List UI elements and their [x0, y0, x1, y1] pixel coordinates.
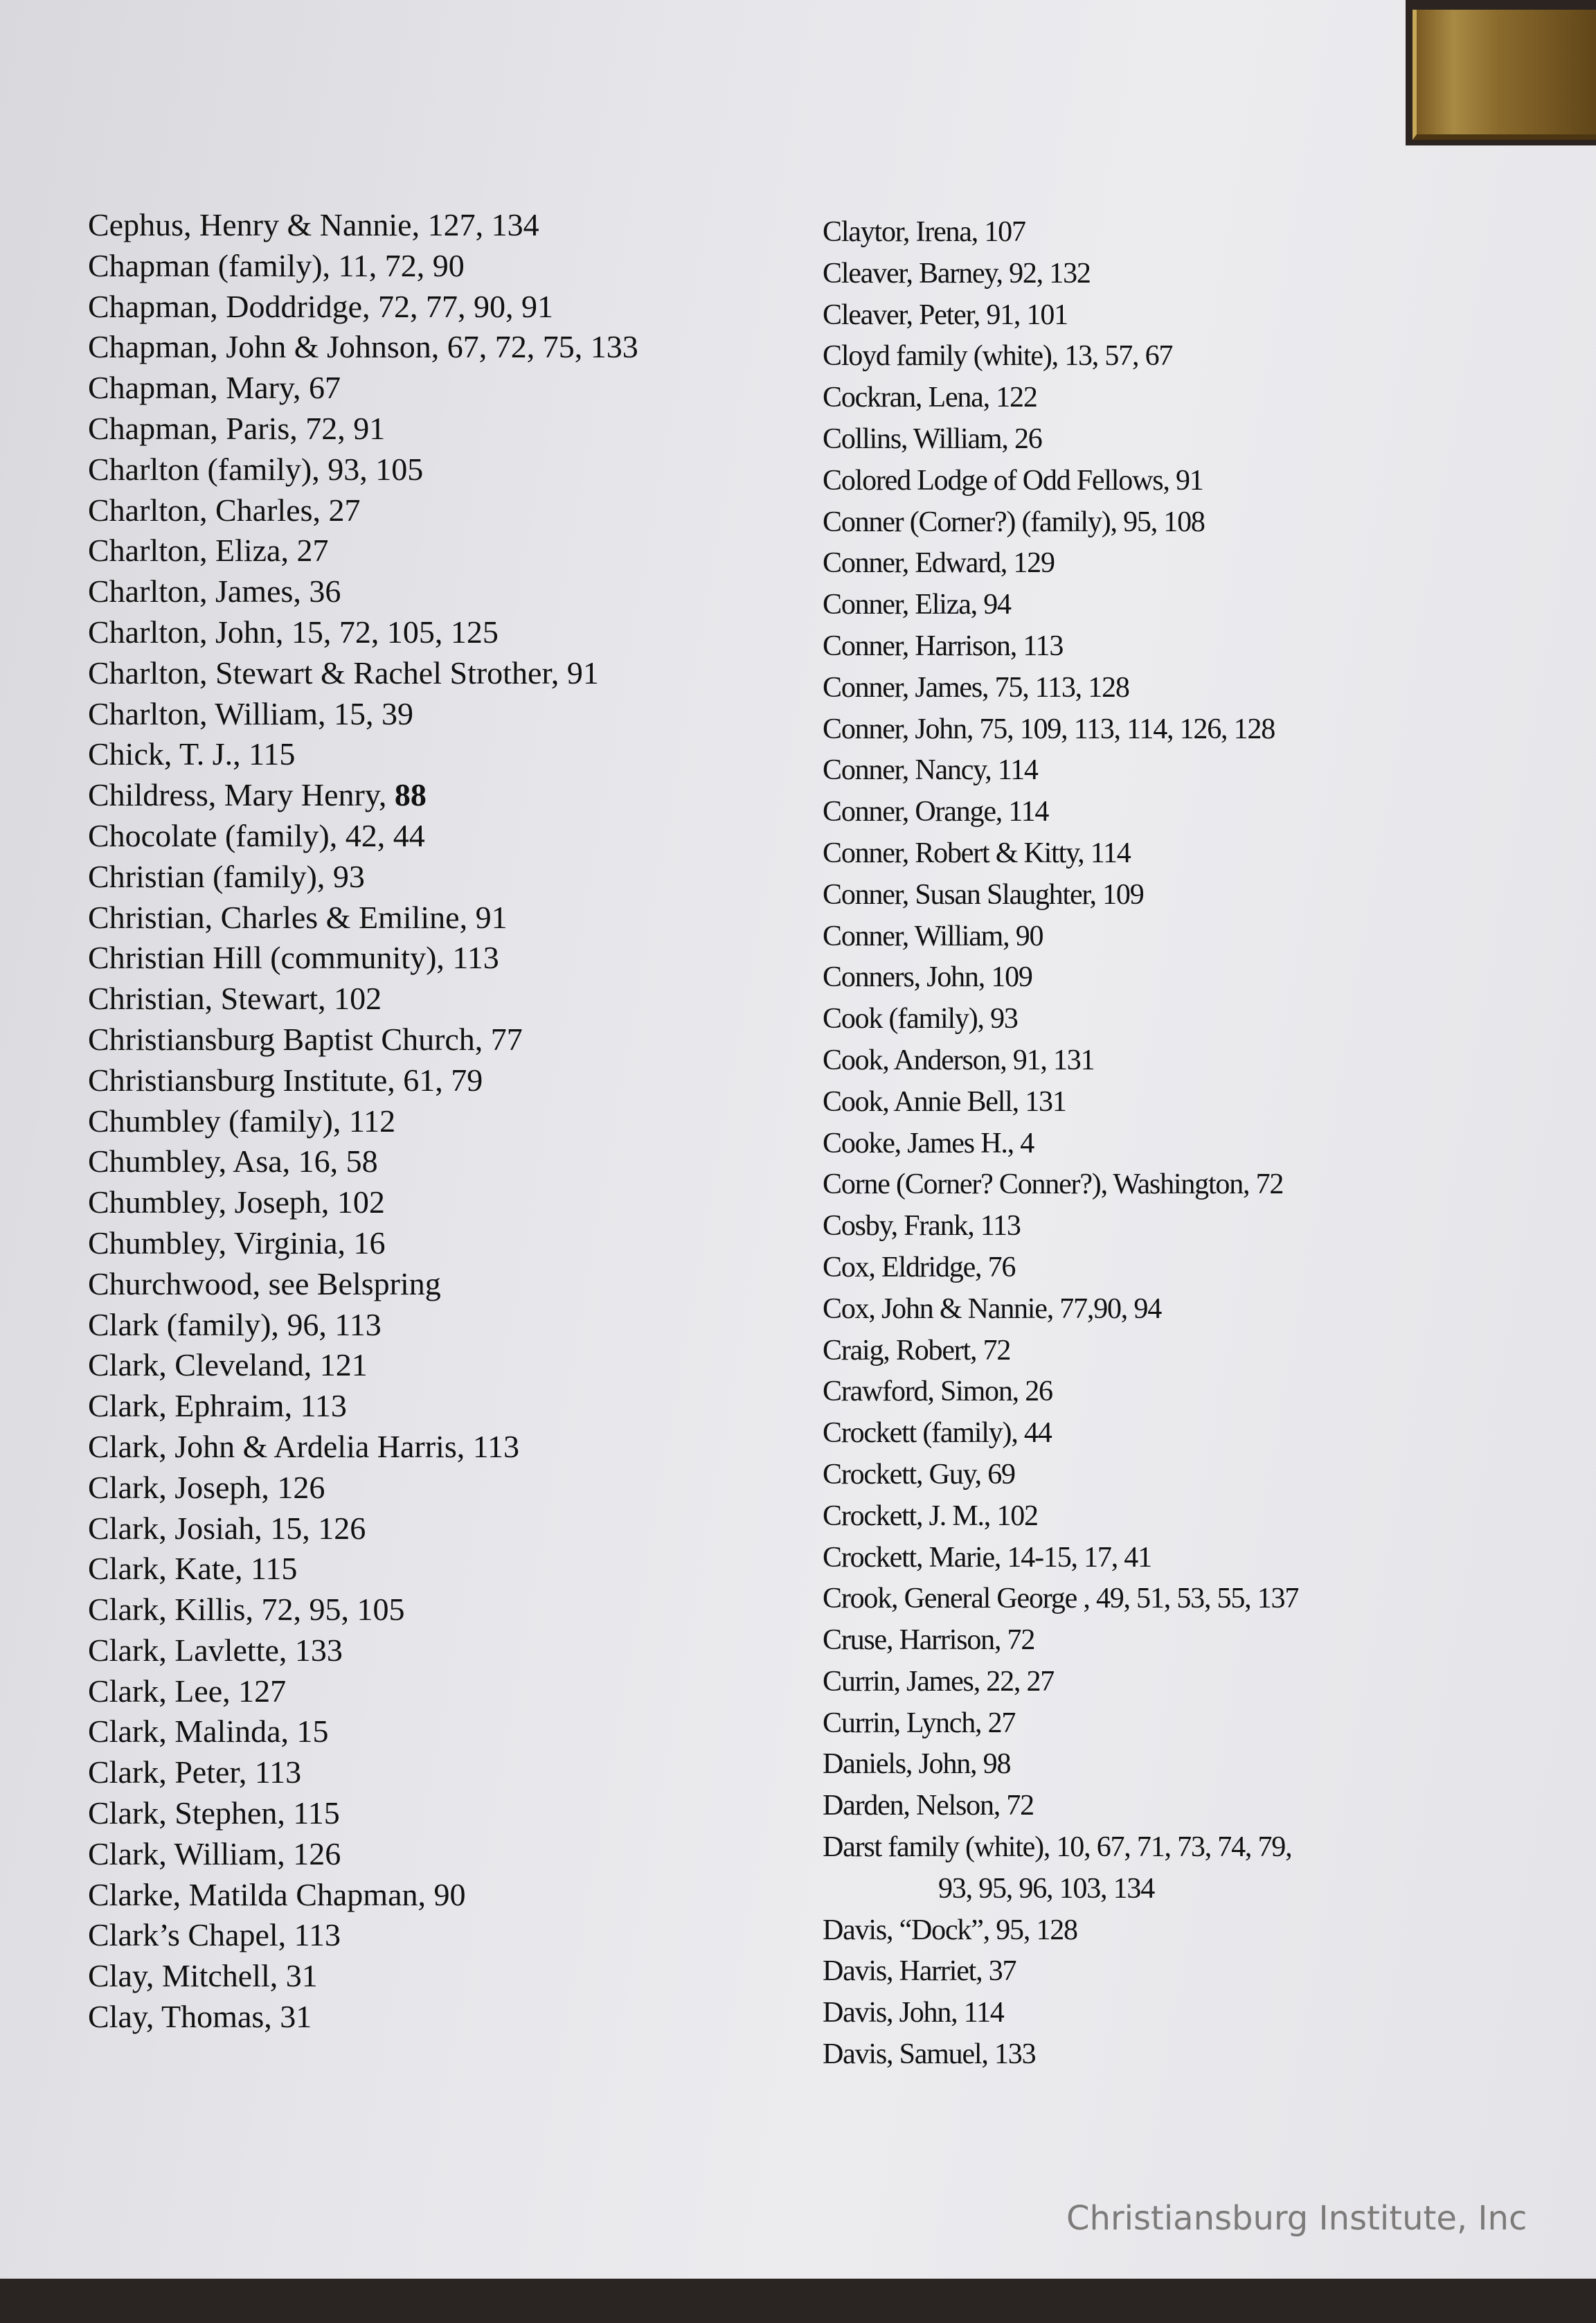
index-entry	[823, 253, 1298, 295]
index-entry	[823, 1123, 1298, 1165]
index-entry	[823, 750, 1298, 792]
index-entry-text: Clark, Killis, 72, 95, 105	[88, 1592, 405, 1628]
index-entry-text: Clay, Mitchell, 31	[88, 1958, 318, 1994]
index-entry	[823, 792, 1298, 833]
index-entry-text: Charlton, John, 15, 72, 105, 125	[88, 614, 499, 650]
index-entry-text: Conners, John, 109	[823, 961, 1032, 994]
index-entry-text: Clark, Joseph, 126	[88, 1469, 325, 1505]
index-entry-text: Chapman, Mary, 67	[88, 370, 341, 406]
index-entry-text: Charlton, William, 15, 39	[88, 695, 414, 731]
index-entry	[88, 287, 638, 328]
index-entry-text: Conner (Corner?) (family), 95, 108	[823, 506, 1205, 538]
index-entry	[88, 531, 638, 571]
index-entry-text: Currin, James, 22, 27	[823, 1665, 1055, 1698]
index-entry	[823, 1827, 1298, 1869]
index-entry-text: Charlton, James, 36	[88, 573, 341, 609]
index-entry-text: Clark (family), 96, 113	[88, 1306, 382, 1342]
index-entry	[88, 938, 638, 979]
index-entry	[823, 1744, 1298, 1786]
index-entry	[823, 1869, 1298, 1910]
index-entry-text: Daniels, John, 98	[823, 1748, 1011, 1781]
index-column-right	[823, 212, 1298, 2076]
index-entry-text: Clark, Kate, 115	[88, 1551, 298, 1587]
index-entry	[88, 1752, 638, 1793]
index-entry-text: Chapman (family), 11, 72, 90	[88, 247, 465, 283]
index-entry-text: Crawford, Simon, 26	[823, 1376, 1052, 1408]
index-entry-text: Conner, Susan Slaughter, 109	[823, 878, 1144, 911]
index-entry	[823, 1040, 1298, 1082]
index-entry-text: Craig, Robert, 72	[823, 1334, 1011, 1367]
index-entry	[823, 1289, 1298, 1330]
index-entry-text: Conner, William, 90	[823, 920, 1043, 952]
index-entry-text: Conner, Orange, 114	[823, 796, 1049, 828]
index-entry-text: Conner, Eliza, 94	[823, 589, 1011, 621]
index-entry-text: Davis, Samuel, 133	[823, 2038, 1036, 2071]
index-entry-text: Clark, Josiah, 15, 126	[88, 1510, 366, 1546]
index-entry	[88, 1834, 638, 1875]
index-entry-bold-page: 88	[394, 777, 427, 813]
index-entry	[823, 1247, 1298, 1289]
index-entry-text: Clark, Peter, 113	[88, 1754, 302, 1790]
index-entry	[823, 585, 1298, 626]
index-entry-text: Christian, Stewart, 102	[88, 981, 382, 1017]
index-entry-text: Colored Lodge of Odd Fellows, 91	[823, 464, 1203, 497]
page-bottom-shadow	[0, 2279, 1596, 2323]
index-entry	[823, 1620, 1298, 1662]
index-entry-text: Christiansburg Baptist Church, 77	[88, 1021, 523, 1057]
index-entry	[88, 1956, 638, 1997]
index-entry	[88, 1223, 638, 1264]
index-entry-text: Chick, T. J., 115	[88, 736, 296, 772]
index-entry	[823, 1371, 1298, 1413]
index-entry-text: Cook, Anderson, 91, 131	[823, 1044, 1095, 1076]
index-entry	[88, 1427, 638, 1468]
index-entry-text: Clark, Stephen, 115	[88, 1795, 340, 1831]
index-entry	[88, 1141, 638, 1182]
index-entry	[823, 1454, 1298, 1496]
index-entry	[823, 626, 1298, 668]
index-entry	[823, 1413, 1298, 1454]
index-entry	[823, 2034, 1298, 2076]
index-entry	[823, 1910, 1298, 1952]
index-entry-text: Chapman, Doddridge, 72, 77, 90, 91	[88, 288, 554, 324]
index-entry	[88, 1468, 638, 1508]
index-entry-text: Clark, John & Ardelia Harris, 113	[88, 1428, 520, 1464]
index-entry	[88, 857, 638, 898]
index-entry	[823, 1206, 1298, 1247]
index-entry-text: Chapman, Paris, 72, 91	[88, 410, 386, 446]
index-entry	[823, 1082, 1298, 1123]
index-entry-text: Charlton, Eliza, 27	[88, 533, 329, 569]
index-entry	[823, 999, 1298, 1040]
index-entry-text: Clark, William, 126	[88, 1835, 341, 1871]
index-entry-text: Christian Hill (community), 113	[88, 940, 499, 976]
index-entry	[88, 1549, 638, 1590]
index-entry-text: Conner, James, 75, 113, 128	[823, 671, 1129, 704]
index-entry-text: Charlton, Stewart & Rachel Strother, 91	[88, 655, 599, 691]
index-entry	[823, 833, 1298, 875]
index-entry	[88, 1590, 638, 1630]
index-entry-text: Cleaver, Peter, 91, 101	[823, 299, 1068, 331]
index-entry-text: Christian (family), 93	[88, 858, 365, 894]
index-entry	[88, 1997, 638, 2038]
index-entry	[88, 1793, 638, 1834]
index-entry-text: Cox, John & Nannie, 77,90, 94	[823, 1292, 1162, 1325]
index-entry-text: Darden, Nelson, 72	[823, 1790, 1034, 1822]
index-entry-text: Conner, Robert & Kitty, 114	[823, 837, 1131, 869]
index-entry	[88, 571, 638, 612]
index-entry-text: Conner, Nancy, 114	[823, 754, 1038, 787]
index-entry	[823, 1951, 1298, 1993]
index-entry-text: 93, 95, 96, 103, 134	[938, 1872, 1155, 1905]
index-entry	[88, 816, 638, 857]
index-entry-text: Clark, Ephraim, 113	[88, 1388, 347, 1424]
index-entry-text: Crockett (family), 44	[823, 1417, 1052, 1450]
index-entry	[88, 734, 638, 775]
index-entry	[823, 1538, 1298, 1579]
index-entry-text: Cook (family), 93	[823, 1003, 1018, 1035]
index-entry	[823, 295, 1298, 337]
index-entry-text: Cephus, Henry & Nannie, 127, 134	[88, 207, 539, 242]
picture-frame-molding	[1413, 10, 1596, 140]
index-entry	[823, 1164, 1298, 1206]
index-entry	[88, 1060, 638, 1101]
index-entry-text: Chumbley, Asa, 16, 58	[88, 1143, 378, 1180]
index-entry	[823, 709, 1298, 751]
index-entry	[88, 1264, 638, 1305]
index-entry-text: Clarke, Matilda Chapman, 90	[88, 1876, 466, 1912]
index-entry-text: Cook, Annie Bell, 131	[823, 1085, 1066, 1118]
index-entry	[88, 898, 638, 938]
index-entry-text: Cooke, James H., 4	[823, 1127, 1034, 1159]
index-entry-text: Childress, Mary Henry,	[88, 777, 395, 813]
index-entry	[88, 205, 638, 246]
index-entry	[88, 368, 638, 409]
index-entry	[823, 461, 1298, 502]
index-entry-text: Cleaver, Barney, 92, 132	[823, 257, 1091, 290]
index-entry-text: Davis, John, 114	[823, 1997, 1004, 2029]
index-entry	[823, 543, 1298, 585]
index-entry-text: Chocolate (family), 42, 44	[88, 817, 425, 853]
index-entry-text: Crockett, J. M., 102	[823, 1499, 1038, 1532]
index-entry	[823, 668, 1298, 709]
index-entry	[88, 1508, 638, 1549]
index-entry	[823, 1993, 1298, 2034]
index-entry-text: Charlton (family), 93, 105	[88, 451, 424, 487]
index-entry	[88, 1711, 638, 1752]
index-entry-text: Clay, Thomas, 31	[88, 1999, 312, 2035]
index-entry	[88, 653, 638, 694]
index-entry-text: Chumbley, Joseph, 102	[88, 1184, 385, 1220]
index-entry	[823, 1578, 1298, 1620]
index-entry-text: Churchwood, see Belspring	[88, 1265, 441, 1301]
index-entry-text: Davis, Harriet, 37	[823, 1955, 1016, 1988]
index-entry-text: Clark, Malinda, 15	[88, 1714, 329, 1750]
index-entry-text: Crockett, Marie, 14-15, 17, 41	[823, 1541, 1151, 1574]
index-entry	[88, 1305, 638, 1346]
index-entry-text: Crook, General George , 49, 51, 53, 55, 137	[823, 1583, 1299, 1615]
index-entry	[88, 1875, 638, 1916]
index-entry-text: Cruse, Harrison, 72	[823, 1624, 1035, 1657]
index-entry	[88, 694, 638, 735]
index-entry	[88, 1386, 638, 1427]
index-entry-text: Cloyd family (white), 13, 57, 67	[823, 340, 1173, 373]
index-entry-text: Cosby, Frank, 113	[823, 1210, 1021, 1243]
index-entry-text: Chapman, John & Johnson, 67, 72, 75, 133	[88, 329, 638, 365]
index-entry	[88, 1182, 638, 1223]
index-entry-text: Darst family (white), 10, 67, 71, 73, 74, 79,	[823, 1831, 1292, 1864]
index-entry	[88, 327, 638, 368]
index-entry	[88, 1630, 638, 1671]
index-entry-text: Clark, Cleveland, 121	[88, 1347, 368, 1383]
index-entry	[88, 1915, 638, 1956]
index-entry	[823, 502, 1298, 544]
index-entry	[823, 875, 1298, 916]
index-entry-text: Chumbley, Virginia, 16	[88, 1225, 386, 1261]
index-entry-text: Currin, Lynch, 27	[823, 1707, 1016, 1739]
index-entry	[88, 979, 638, 1020]
index-entry-text: Clark’s Chapel, 113	[88, 1917, 341, 1953]
index-entry-text: Davis, “Dock”, 95, 128	[823, 1914, 1077, 1946]
index-entry-text: Conner, Harrison, 113	[823, 630, 1064, 662]
index-entry	[823, 957, 1298, 999]
index-entry	[823, 336, 1298, 377]
index-entry-text: Charlton, Charles, 27	[88, 492, 361, 528]
index-entry	[823, 1330, 1298, 1372]
index-entry	[88, 612, 638, 653]
index-entry-text: Corne (Corner? Conner?), Washington, 72	[823, 1168, 1284, 1201]
index-entry	[823, 212, 1298, 253]
index-entry	[88, 246, 638, 287]
index-entry	[88, 775, 638, 816]
index-entry-text: Claytor, Irena, 107	[823, 216, 1025, 248]
index-entry-text: Conner, John, 75, 109, 113, 114, 126, 128	[823, 713, 1275, 745]
watermark: Christiansburg Institute, Inc	[1066, 2199, 1527, 2238]
index-entry-text: Collins, William, 26	[823, 422, 1042, 455]
index-entry-text: Christian, Charles & Emiline, 91	[88, 899, 508, 935]
index-entry	[823, 419, 1298, 461]
index-entry	[823, 1703, 1298, 1745]
index-entry	[88, 450, 638, 490]
index-entry	[88, 1671, 638, 1712]
index-entry-text: Christiansburg Institute, 61, 79	[88, 1062, 483, 1098]
index-entry	[88, 1020, 638, 1060]
index-entry	[88, 1345, 638, 1386]
index-entry	[88, 1101, 638, 1142]
index-entry	[88, 490, 638, 531]
index-entry-text: Crockett, Guy, 69	[823, 1458, 1015, 1490]
index-entry-text: Clark, Lee, 127	[88, 1673, 287, 1709]
index-entry	[823, 1786, 1298, 1827]
index-entry	[823, 1496, 1298, 1538]
index-entry-text: Conner, Edward, 129	[823, 547, 1055, 580]
index-entry	[823, 377, 1298, 419]
index-entry	[823, 916, 1298, 958]
index-entry	[823, 1662, 1298, 1703]
index-entry-text: Chumbley (family), 112	[88, 1103, 396, 1139]
index-entry-text: Cockran, Lena, 122	[823, 382, 1037, 414]
index-entry	[88, 409, 638, 450]
index-entry-text: Clark, Lavlette, 133	[88, 1632, 343, 1668]
index-entry-text: Cox, Eldridge, 76	[823, 1251, 1016, 1283]
index-column-left	[88, 205, 638, 2038]
